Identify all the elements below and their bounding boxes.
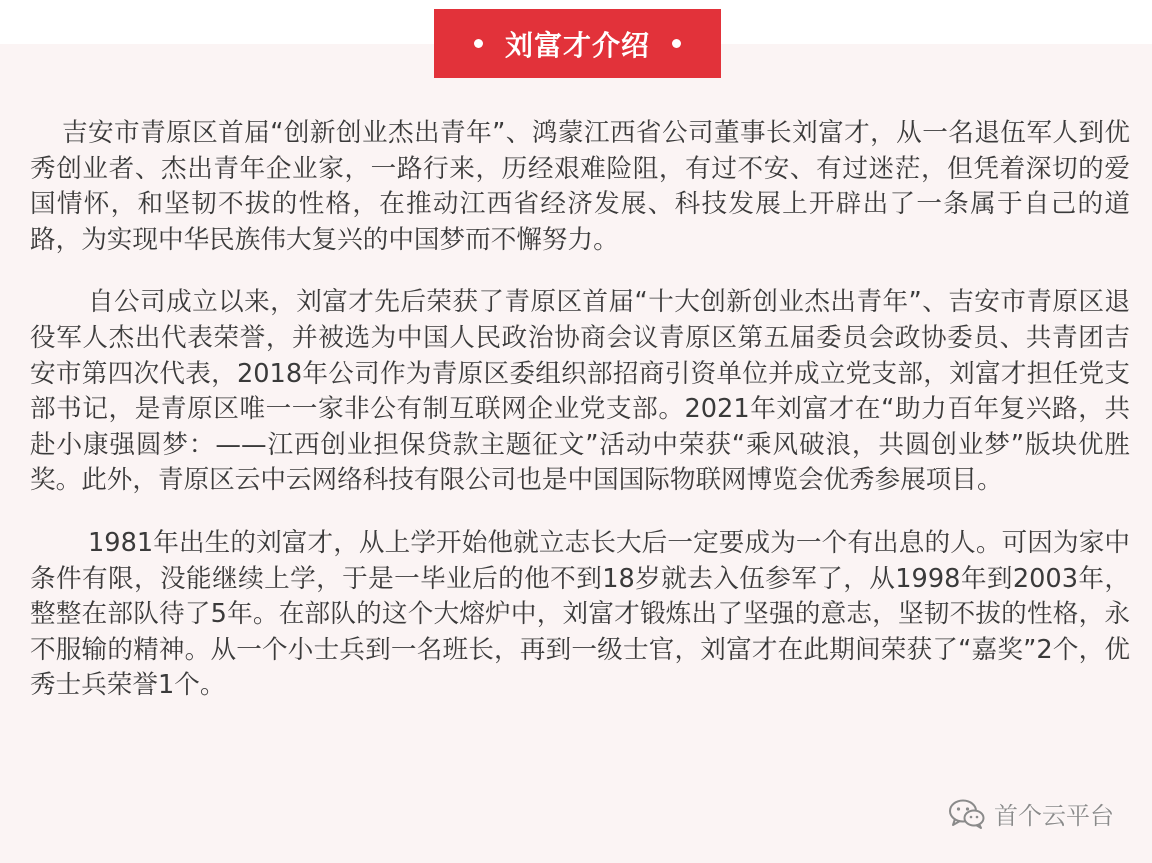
watermark-text: 首个云平台	[994, 802, 1114, 830]
bullet-dot-icon	[474, 39, 483, 48]
title-banner	[434, 9, 721, 78]
page-title: 刘富才介绍	[504, 28, 650, 62]
article-body	[30, 116, 1130, 704]
wechat-icon	[948, 798, 986, 830]
paragraph-military: 1981年出生的刘富才，从上学开始他就立志长大后一定要成为一个有出息的人。可因为家中条件有限，没能继续上学，于是一毕业后的他不到18岁就去入伍参军了，从1998年到2003年，整整在部队待了5年。在部队的这个大熔炉中，刘富才锻炼出了坚强的意志，坚韧不拔的性格，永不服输的精神。从一个小士兵到一名班长，再到一级士官，刘富才在此期间荣获了“嘉奖”2个，优秀士兵荣誉1个。	[30, 527, 1130, 701]
paragraph-intro: 吉安市青原区首届“创新创业杰出青年”、鸿蒙江西省公司董事长刘富才，从一名退伍军人到优秀创业者、杰出青年企业家，一路行来，历经艰难险阻，有过不安、有过迷茫，但凭着深切的爱国情怀，和坚韧不拔的性格，在推动江西省经济发展、科技发展上开辟出了一条属于自己的道路，为实现中华民族伟大复兴的中国梦而不懈努力。	[30, 118, 1130, 255]
bullet-dot-icon	[672, 39, 681, 48]
watermark	[948, 796, 1114, 831]
paragraph-honors: 自公司成立以来，刘富才先后荣获了青原区首届“十大创新创业杰出青年”、吉安市青原区退役军人杰出代表荣誉，并被选为中国人民政治协商会议青原区第五届委员会政协委员、共青团吉安市第四次代表，2018年公司作为青原区委组织部招商引资单位并成立党支部，刘富才担任党支部书记，是青原区唯一一家非公有制互联网企业党支部。2021年刘富才在“助力百年复兴路，共赴小康强圆梦：——江西创业担保贷款主题征文”活动中荣获“乘风破浪，共圆创业梦”版块优胜奖。此外，青原区云中云网络科技有限公司也是中国国际物联网博览会优秀参展项目。	[30, 287, 1130, 496]
